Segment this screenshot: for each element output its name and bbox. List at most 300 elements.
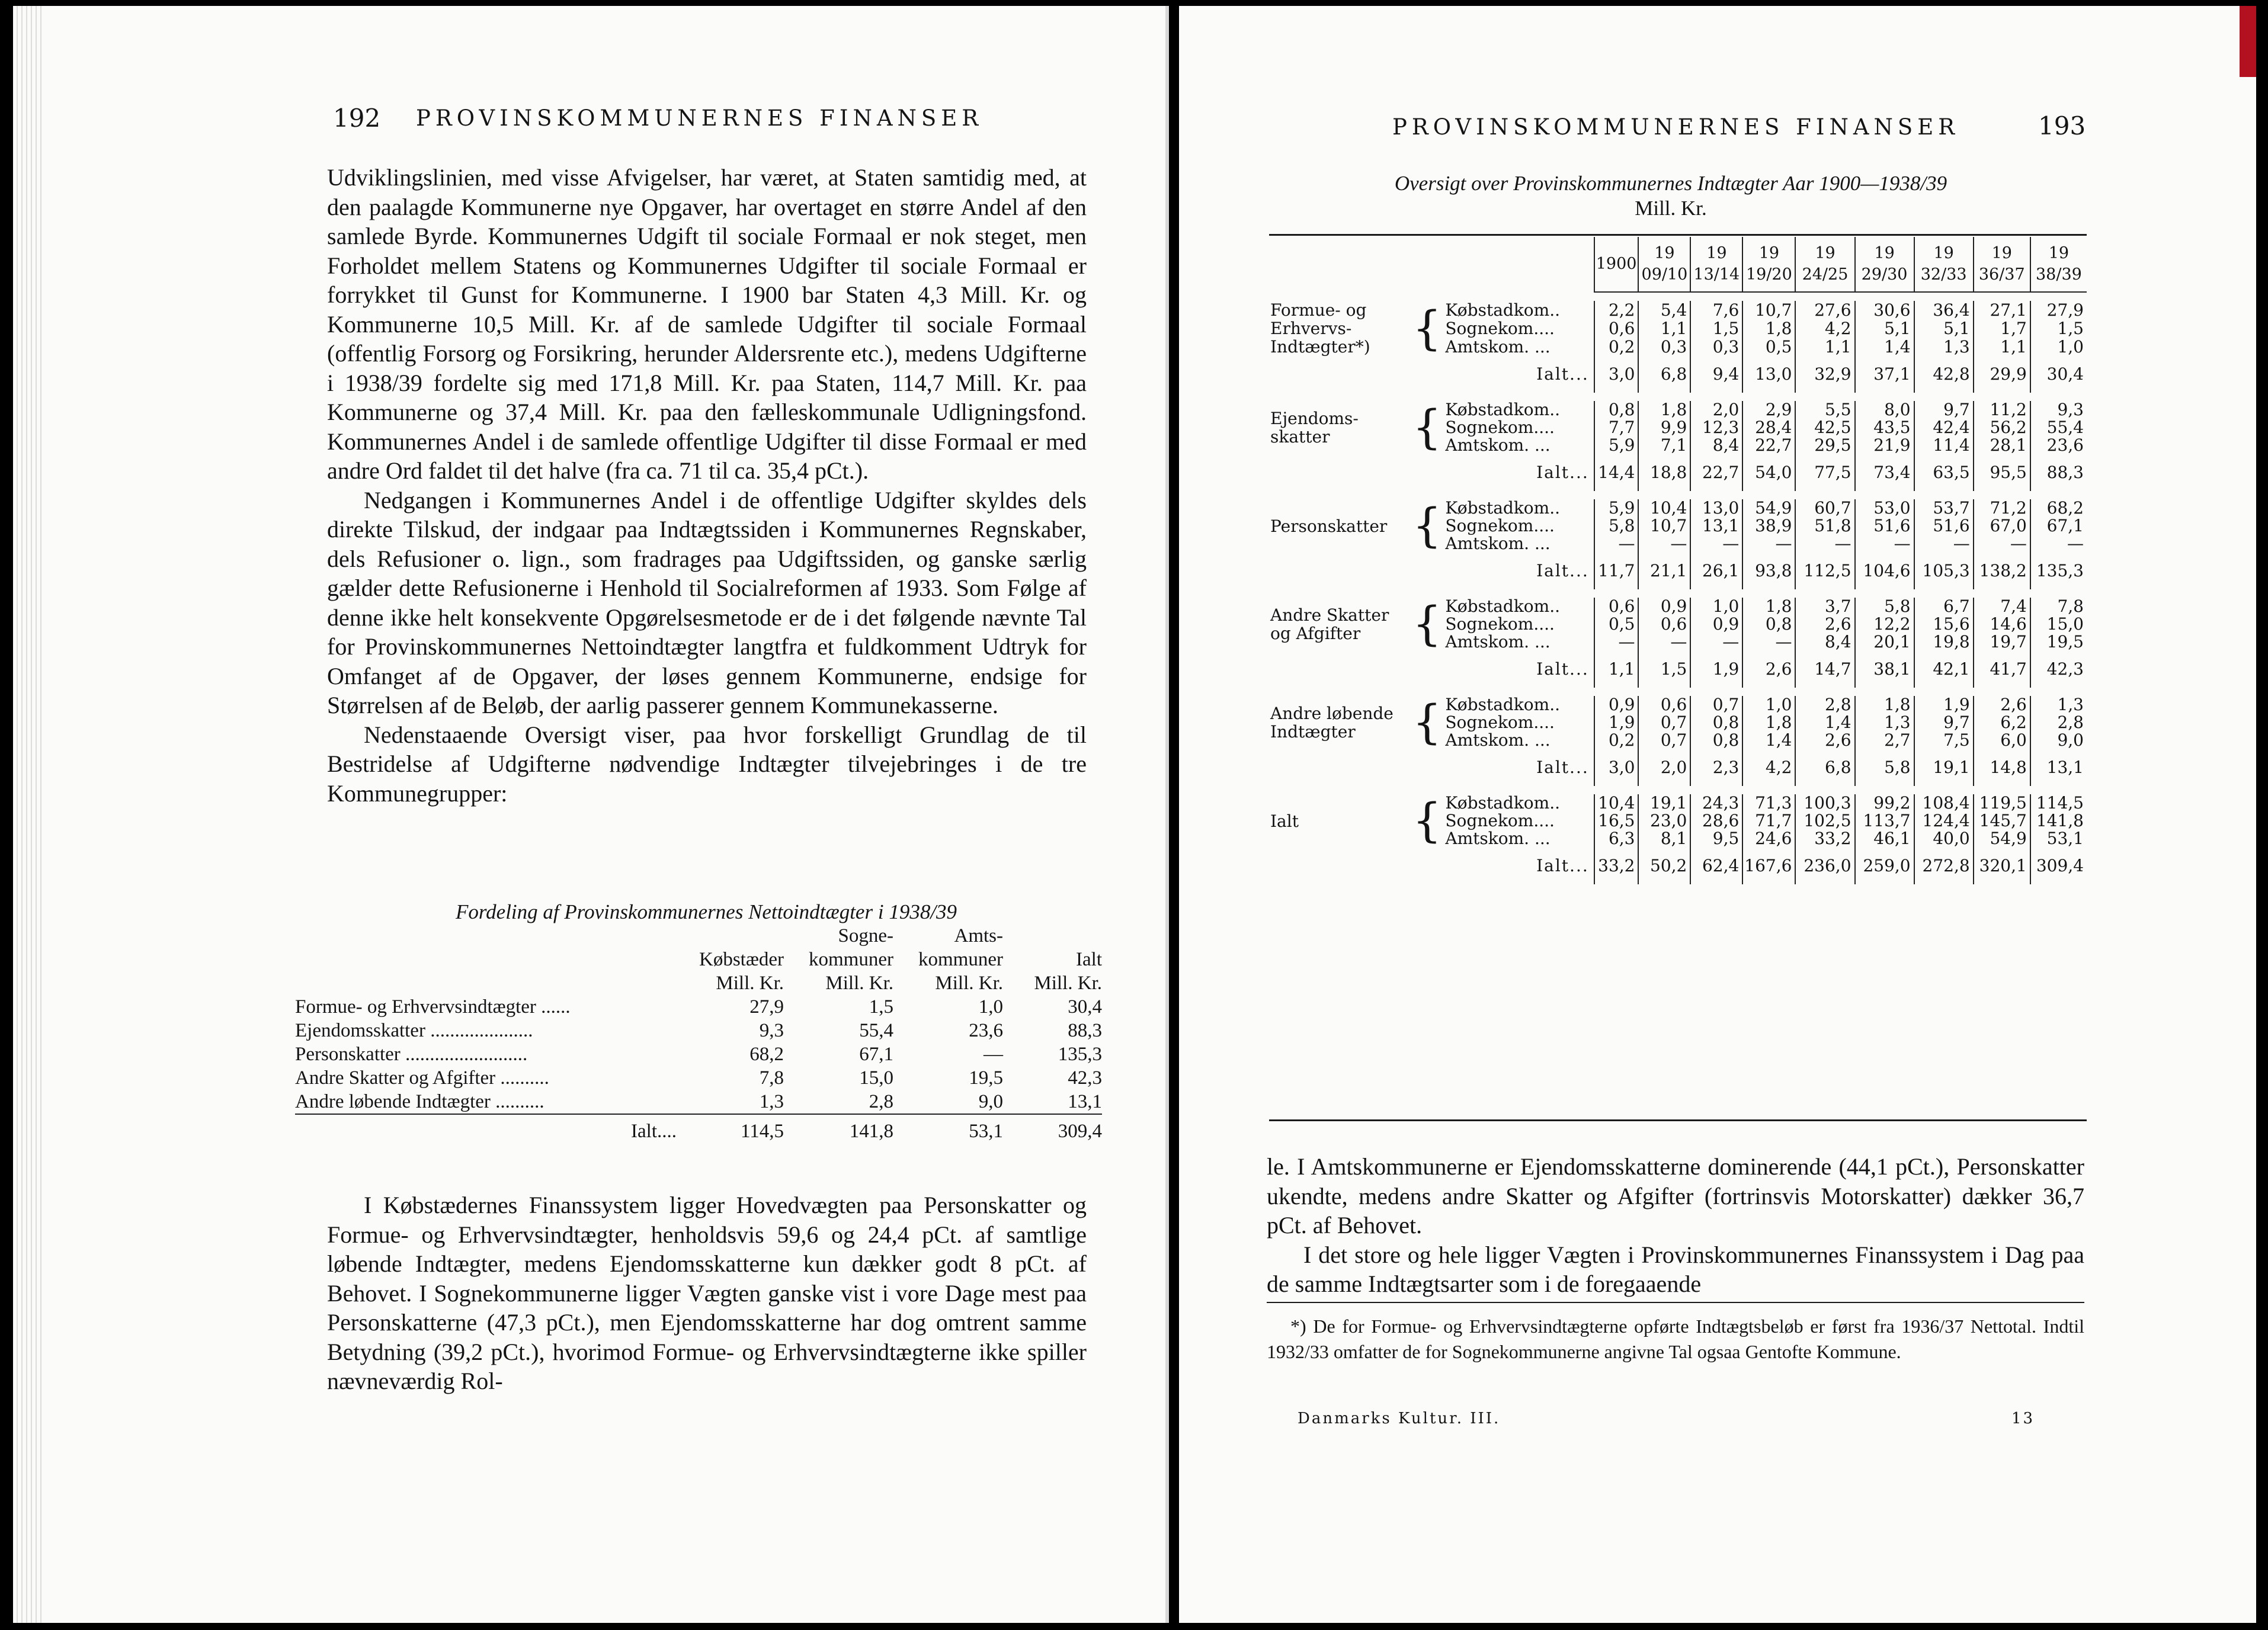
- year-bottom: 38/39: [2036, 265, 2082, 284]
- total-cell: 33,2: [1594, 848, 1639, 884]
- cell: 108,4: [1914, 794, 1974, 812]
- cell: —: [1638, 535, 1690, 553]
- cell: 10,7: [1742, 301, 1795, 319]
- group-total-row: [1269, 553, 2087, 589]
- cell: 1,8: [1638, 401, 1690, 419]
- cell: 0,6: [1638, 615, 1690, 633]
- header-cell: [295, 971, 680, 995]
- paragraph-2: Nedgangen i Kommunernes Andel i de offentlige Udgifter skyldes dels direkte Tilskud, der indgaar paa Indtægtssiden i Kommunernes Regnskaber, dels Refusioner o. lign., som fradrages paa Udgiftssiden, og ganske særlig gælder dette Refusionerne i Henhold til Socialreformen af 1933. Som Følge af denne ikke helt konsekvente Opgørelsesmetode er de i det følgende nævnte Tal for Provinskommunernes Nettoindtægter langtfra et fuldkomment Udtryk for Omfanget af de Opgaver, der løses gennem Kommunerne, endsige for Størrelsen af de Beløb, der aarlig passerer gennem Kommunekasserne.: [327, 486, 1087, 718]
- footer-left: Danmarks Kultur. III.: [1298, 1410, 1501, 1427]
- cell: 53,1: [969, 1121, 1003, 1142]
- cell: 10,4: [1638, 499, 1690, 517]
- cell: 1,0: [1742, 696, 1795, 714]
- table-row: [295, 1066, 1102, 1090]
- cell: 6,7: [1914, 598, 1974, 615]
- cell: 141,8: [849, 1121, 893, 1142]
- total-cell: 41,7: [1974, 651, 2030, 688]
- cell: —: [1690, 633, 1742, 651]
- cell: 1,9: [1914, 696, 1974, 714]
- row-label: Formue- og Erhvervsindtægter ......: [295, 996, 571, 1018]
- table-row: [295, 1042, 1102, 1066]
- cell: 9,5: [1690, 830, 1742, 848]
- row-label: Amtskom. ...: [1445, 534, 1551, 553]
- cell: 145,7: [1974, 812, 2030, 830]
- cell: 23,6: [969, 1020, 1003, 1041]
- total-label: Ialt....: [631, 1121, 677, 1142]
- edge-mark: [2240, 6, 2256, 77]
- year-top: 19: [1991, 244, 2012, 262]
- year-top: 19: [2048, 244, 2070, 262]
- header-cell: [1003, 924, 1102, 948]
- cell: 5,4: [1638, 301, 1690, 319]
- cell: 1,5: [2030, 319, 2087, 338]
- cell: 5,1: [1855, 319, 1914, 338]
- group-label: Andre løbende Indtægter: [1270, 704, 1394, 742]
- cell: 2,8: [869, 1091, 893, 1112]
- paragraph-3: Nedenstaaende Oversigt viser, paa hvor forskelligt Grundlag de til Bestridelse af Udgifterne nødvendige Indtægter tilvejebringes i de tre Kommunegrupper:: [327, 721, 1087, 807]
- cell: 1,1: [1795, 338, 1854, 356]
- total-label: Ialt...: [1536, 463, 1589, 482]
- cell: 2,9: [1742, 401, 1795, 419]
- total-cell: 3,0: [1594, 749, 1639, 786]
- total-cell: 88,3: [2030, 454, 2087, 491]
- cell: 42,5: [1795, 419, 1854, 437]
- cell: 113,7: [1855, 812, 1914, 830]
- cell: 21,9: [1855, 437, 1914, 454]
- cell: 13,0: [1690, 499, 1742, 517]
- cell: —: [1742, 535, 1795, 553]
- cell: 23,0: [1638, 812, 1690, 830]
- cell: 1,0: [2030, 338, 2087, 356]
- cell: 11,2: [1974, 401, 2030, 419]
- brace-icon: {: [1412, 499, 1442, 553]
- cell: 16,5: [1594, 812, 1639, 830]
- year-header: [1855, 237, 1914, 292]
- total-cell: 30,4: [2030, 356, 2087, 393]
- cell: 13,1: [1690, 517, 1742, 535]
- total-cell: 95,5: [1974, 454, 2030, 491]
- cell: 2,0: [1690, 401, 1742, 419]
- cell: —: [1974, 535, 2030, 553]
- table-top-rule: [1269, 234, 2087, 236]
- footnote: *) De for Formue- og Erhvervsindtægterne opførte Indtægtsbeløb er først fra 1936/37 Nettotal. Indtil 1932/33 omfatter de for Sognekommunerne angivne Tal ogsaa Gentofte Kommune.: [1267, 1315, 2084, 1362]
- row-label: Sognekom....: [1445, 614, 1555, 634]
- year-header: [1974, 237, 2030, 292]
- cell: 67,1: [2030, 517, 2087, 535]
- row-label: Sognekom....: [1445, 811, 1555, 830]
- income-overview-table-wrap: [1269, 237, 2087, 884]
- row-label: Amtskom. ...: [1445, 632, 1551, 652]
- cell: 24,6: [1742, 830, 1795, 848]
- running-head: PROVINSKOMMUNERNES FINANSER: [1392, 114, 1960, 140]
- table-header-row: [295, 948, 1102, 971]
- cell: 0,5: [1742, 338, 1795, 356]
- cell: 28,6: [1690, 812, 1742, 830]
- cell: 42,3: [1068, 1067, 1102, 1089]
- header-cell: [680, 924, 784, 948]
- income-overview-table: [1269, 237, 2087, 884]
- cell: 2,7: [1855, 731, 1914, 749]
- cell: —: [1594, 535, 1639, 553]
- cell: 33,2: [1795, 830, 1854, 848]
- left-page: [13, 6, 1169, 1623]
- cell: 11,4: [1914, 437, 1974, 454]
- total-cell: 22,7: [1690, 454, 1742, 491]
- cell: 29,5: [1795, 437, 1854, 454]
- year-header: [1690, 237, 1742, 292]
- cell: —: [984, 1044, 1003, 1065]
- year-bottom: 36/37: [1978, 265, 2025, 284]
- cell: 0,2: [1594, 731, 1639, 749]
- group-label: Andre Skatter og Afgifter: [1270, 605, 1389, 643]
- year-header: [1742, 237, 1795, 292]
- brace-icon: {: [1412, 401, 1442, 454]
- total-cell: 37,1: [1855, 356, 1914, 393]
- cell: 5,5: [1795, 401, 1854, 419]
- year-bottom: 09/10: [1641, 265, 1688, 284]
- total-label: Ialt...: [1536, 364, 1589, 384]
- cell: 2,6: [1795, 615, 1854, 633]
- year-top: 19: [1706, 244, 1727, 262]
- cell: 10,7: [1638, 517, 1690, 535]
- cell: 99,2: [1855, 794, 1914, 812]
- total-cell: 21,1: [1638, 553, 1690, 589]
- row-label: Amtskom. ...: [1445, 730, 1551, 750]
- cell: 27,6: [1795, 301, 1854, 319]
- cell: 9,0: [978, 1091, 1003, 1112]
- cell: 0,8: [1594, 401, 1639, 419]
- income-distribution-table: [295, 924, 1102, 1148]
- cell: 114,5: [2030, 794, 2087, 812]
- cell: 1,8: [1742, 319, 1795, 338]
- year-bottom: 13/14: [1693, 265, 1740, 284]
- cell: 30,4: [1068, 996, 1102, 1018]
- total-label: Ialt...: [1536, 758, 1589, 777]
- cell: 1,8: [1742, 714, 1795, 731]
- table-row: [295, 995, 1102, 1019]
- footnote-rule: [1267, 1302, 2084, 1303]
- total-cell: 112,5: [1795, 553, 1854, 589]
- cell: 42,4: [1914, 419, 1974, 437]
- cell: —: [1855, 535, 1914, 553]
- group-label: Formue- og Erhvervs- Indtægter*): [1270, 300, 1370, 357]
- table-caption: Fordeling af Provinskommunernes Nettoindtægter i 1938/39: [455, 900, 957, 923]
- cell: 0,7: [1690, 696, 1742, 714]
- cell: 1,4: [1742, 731, 1795, 749]
- year-bottom: 1900: [1596, 255, 1637, 273]
- cell: 19,5: [969, 1067, 1003, 1089]
- cell: 1,1: [1638, 319, 1690, 338]
- cell: 53,0: [1855, 499, 1914, 517]
- cell: 1,4: [1795, 714, 1854, 731]
- cell: 19,8: [1914, 633, 1974, 651]
- header-cell: Mill. Kr.: [1034, 973, 1102, 994]
- cell: 1,1: [1974, 338, 2030, 356]
- total-cell: 272,8: [1914, 848, 1974, 884]
- cell: 6,0: [1974, 731, 2030, 749]
- cell: 0,9: [1690, 615, 1742, 633]
- page-number: 193: [2038, 111, 2086, 140]
- cell: 0,8: [1742, 615, 1795, 633]
- cell: 135,3: [1058, 1044, 1102, 1065]
- cell: —: [1638, 633, 1690, 651]
- cell: —: [1690, 535, 1742, 553]
- cell: 15,0: [859, 1067, 893, 1089]
- row-label: Amtskom. ...: [1445, 435, 1551, 455]
- cell: 5,8: [1855, 598, 1914, 615]
- total-cell: 1,1: [1594, 651, 1639, 688]
- spacer-row: [1269, 292, 2087, 301]
- year-header: [1795, 237, 1854, 292]
- cell: 19,7: [1974, 633, 2030, 651]
- header-cell: Mill. Kr.: [716, 973, 784, 994]
- group-total-row: [1269, 356, 2087, 393]
- cell: 5,9: [1594, 437, 1639, 454]
- year-bottom: 19/20: [1745, 265, 1792, 284]
- table-unit: Mill. Kr.: [1635, 197, 1707, 220]
- cell: 8,1: [1638, 830, 1690, 848]
- cell: 28,4: [1742, 419, 1795, 437]
- cell: 309,4: [1058, 1121, 1102, 1142]
- cell: —: [1914, 535, 1974, 553]
- group-label: Ialt: [1270, 811, 1299, 831]
- paragraph-4: I Købstædernes Finanssystem ligger Hovedvægten paa Personskatter og Formue- og Erhvervsindtægter, henholdsvis 59,6 og 24,4 pCt. af samtlige løbende Indtægter, medens Ejendomsskatterne kun dækker godt 8 pCt. af Behovet. I Sognekommunerne ligger Vægten ganske vist i vore Dage mest paa Personskatterne (47,3 pCt.), men Ejendomsskatterne har dog omtrent samme Betydning (39,2 pCt.), hvorimod Formue- og Erhvervsindtægterne ikke spiller nævneværdig Rol-: [327, 1192, 1087, 1394]
- cell: 2,8: [1795, 696, 1854, 714]
- cell: 7,8: [2030, 598, 2087, 615]
- total-cell: 9,4: [1690, 356, 1742, 393]
- total-cell: 62,4: [1690, 848, 1742, 884]
- total-cell: 259,0: [1855, 848, 1914, 884]
- total-cell: 2,3: [1690, 749, 1742, 786]
- cell: 0,8: [1690, 731, 1742, 749]
- total-cell: 50,2: [1638, 848, 1690, 884]
- header-cell: [295, 924, 680, 948]
- year-top: 19: [1758, 244, 1780, 262]
- cell: 0,6: [1594, 319, 1639, 338]
- total-cell: 5,8: [1855, 749, 1914, 786]
- row-label: Købstadkom..: [1445, 400, 1560, 419]
- paragraph-1: le. I Amtskommunerne er Ejendomsskatterne dominerende (44,1 pCt.), Personskatter ukendte, medens andre Skatter og Afgifter (fortrinsvis Motorskatter) dækker 36,7 pCt. af Behovet.: [1267, 1153, 2084, 1238]
- cell: 0,2: [1594, 338, 1639, 356]
- cell: 5,9: [1594, 499, 1639, 517]
- total-cell: 13,0: [1742, 356, 1795, 393]
- table-row: [1269, 696, 2087, 714]
- footer-right: 13: [2011, 1410, 2035, 1427]
- total-cell: 6,8: [1638, 356, 1690, 393]
- row-label: Købstadkom..: [1445, 596, 1560, 616]
- header-blank: [1269, 237, 1594, 292]
- cell: 1,5: [1690, 319, 1742, 338]
- total-cell: 11,7: [1594, 553, 1639, 589]
- cell: 24,3: [1690, 794, 1742, 812]
- body-text-right: [1267, 1152, 2084, 1299]
- cell: 51,6: [1855, 517, 1914, 535]
- cell: 0,9: [1638, 598, 1690, 615]
- cell: 2,6: [1795, 731, 1854, 749]
- cell: 119,5: [1974, 794, 2030, 812]
- group-total-row: [1269, 749, 2087, 786]
- cell: 12,2: [1855, 615, 1914, 633]
- table-row: [1269, 598, 2087, 615]
- cell: 1,3: [1855, 714, 1914, 731]
- total-cell: 42,3: [2030, 651, 2087, 688]
- cell: 13,1: [1068, 1091, 1102, 1112]
- cell: 67,0: [1974, 517, 2030, 535]
- cell: 9,3: [759, 1020, 784, 1041]
- total-cell: 63,5: [1914, 454, 1974, 491]
- total-label: Ialt...: [1536, 561, 1589, 580]
- total-cell: 14,8: [1974, 749, 2030, 786]
- cell: 9,7: [1914, 401, 1974, 419]
- paragraph-1: Udviklingslinien, med visse Afvigelser, har været, at Staten samtidig med, at den paalagde Kommunerne nye Opgaver, har overtaget en større Andel af den samlede Byrde. Kommunernes Udgift til sociale Formaal er nok steget, men Forholdet mellem Statens og Kommunernes Udgifter til sociale Formaal er forrykket til Gunst for Kommunerne. I 1900 bar Staten 4,3 Mill. Kr. og Kommunerne 10,5 Mill. Kr. af de samlede Udgifter til sociale Formaal (offentlig Forsorg og Forsikring, herunder Aldersrente etc.), medens Udgifterne i 1938/39 fordelte sig med 171,8 Mill. Kr. paa Staten, 114,7 Mill. Kr. paa Kommunerne og 37,4 Mill. Kr. paa den fælleskommunale Udligningsfond. Kommunernes Andel i de samlede offentlige Udgifter til disse Formaal er med andre Ord faldet til det halve (fra ca. 71 til ca. 35,4 pCt.).: [327, 164, 1087, 484]
- header-cell: Mill. Kr.: [825, 973, 893, 994]
- header-cell: kommuner: [918, 949, 1003, 970]
- total-cell: 309,4: [2030, 848, 2087, 884]
- total-cell: 104,6: [1855, 553, 1914, 589]
- cell: 20,1: [1855, 633, 1914, 651]
- cell: 6,2: [1974, 714, 2030, 731]
- cell: 28,1: [1974, 437, 2030, 454]
- cell: 0,3: [1690, 338, 1742, 356]
- brace-icon: {: [1412, 696, 1442, 749]
- cell: 88,3: [1068, 1020, 1102, 1041]
- total-label: Ialt...: [1536, 659, 1589, 679]
- year-header-row: [1269, 237, 2087, 292]
- header-cell: Mill. Kr.: [935, 973, 1003, 994]
- cell: 1,3: [2030, 696, 2087, 714]
- cell: 9,9: [1638, 419, 1690, 437]
- cell: 10,4: [1594, 794, 1639, 812]
- brace-icon: {: [1412, 598, 1442, 651]
- total-cell: 19,1: [1914, 749, 1974, 786]
- cell: 0,6: [1594, 598, 1639, 615]
- total-cell: 6,8: [1795, 749, 1854, 786]
- group-total-row: [1269, 651, 2087, 688]
- cell: 2,8: [2030, 714, 2087, 731]
- cell: 1,7: [1974, 319, 2030, 338]
- cell: 14,6: [1974, 615, 2030, 633]
- cell: 1,3: [1914, 338, 1974, 356]
- cell: 124,4: [1914, 812, 1974, 830]
- header-cell: Sogne-: [838, 925, 893, 946]
- cell: 0,6: [1638, 696, 1690, 714]
- total-cell: 26,1: [1690, 553, 1742, 589]
- cell: 15,0: [2030, 615, 2087, 633]
- cell: 19,5: [2030, 633, 2087, 651]
- cell: 0,3: [1638, 338, 1690, 356]
- year-bottom: 29/30: [1861, 265, 1908, 284]
- page-number: 192: [333, 104, 381, 133]
- cell: 55,4: [2030, 419, 2087, 437]
- right-page: [1179, 6, 2256, 1623]
- group-total-row: [1269, 848, 2087, 884]
- cell: 27,1: [1974, 301, 2030, 319]
- cell: 2,6: [1974, 696, 2030, 714]
- cell: 1,8: [1855, 696, 1914, 714]
- cell: 56,2: [1974, 419, 2030, 437]
- cell: 9,7: [1914, 714, 1974, 731]
- row-label: Sognekom....: [1445, 418, 1555, 437]
- cell: 22,7: [1742, 437, 1795, 454]
- cell: 27,9: [749, 996, 784, 1018]
- total-cell: 3,0: [1594, 356, 1639, 393]
- total-cell: 42,8: [1914, 356, 1974, 393]
- total-cell: 320,1: [1974, 848, 2030, 884]
- cell: 51,8: [1795, 517, 1854, 535]
- table-total-row: [295, 1114, 1102, 1148]
- cell: 68,2: [749, 1044, 784, 1065]
- cell: 7,8: [759, 1067, 784, 1089]
- cell: 53,7: [1914, 499, 1974, 517]
- total-cell: 138,2: [1974, 553, 2030, 589]
- year-bottom: 24/25: [1802, 265, 1849, 284]
- header-cell: Amts-: [954, 925, 1003, 946]
- total-cell: 29,9: [1974, 356, 2030, 393]
- page-edge: [13, 6, 44, 1623]
- header-cell: Ialt: [1076, 949, 1102, 970]
- group-total-row: [1269, 454, 2087, 491]
- table-caption: Oversigt over Provinskommunernes Indtægter Aar 1900—1938/39: [1394, 172, 1947, 195]
- cell: 60,7: [1795, 499, 1854, 517]
- cell: 40,0: [1914, 830, 1974, 848]
- year-header: [1594, 237, 1639, 292]
- cell: 27,9: [2030, 301, 2087, 319]
- total-cell: 236,0: [1795, 848, 1854, 884]
- table-row: [295, 1090, 1102, 1114]
- header-cell: Købstæder: [699, 949, 784, 970]
- cell: 2,2: [1594, 301, 1639, 319]
- table-row: [1269, 301, 2087, 319]
- cell: 38,9: [1742, 517, 1795, 535]
- cell: 141,8: [2030, 812, 2087, 830]
- total-cell: 77,5: [1795, 454, 1854, 491]
- cell: 71,7: [1742, 812, 1795, 830]
- year-header: [1638, 237, 1690, 292]
- year-header: [1914, 237, 1974, 292]
- cell: 51,6: [1914, 517, 1974, 535]
- total-cell: 2,6: [1742, 651, 1795, 688]
- table-bottom-rule: [1269, 1119, 2087, 1121]
- total-cell: 14,7: [1795, 651, 1854, 688]
- cell: —: [1742, 633, 1795, 651]
- cell: 7,5: [1914, 731, 1974, 749]
- total-cell: 2,0: [1638, 749, 1690, 786]
- cell: 68,2: [2030, 499, 2087, 517]
- total-cell: 38,1: [1855, 651, 1914, 688]
- cell: 46,1: [1855, 830, 1914, 848]
- running-head: PROVINSKOMMUNERNES FINANSER: [416, 105, 984, 131]
- total-cell: 14,4: [1594, 454, 1639, 491]
- cell: 67,1: [859, 1044, 893, 1065]
- total-cell: 105,3: [1914, 553, 1974, 589]
- paragraph-2: I det store og hele ligger Vægten i Provinskommunernes Finanssystem i Dag paa de samme Indtægtsarter som i de foregaaende: [1267, 1241, 2084, 1297]
- table-header-row: [295, 924, 1102, 948]
- cell: 8,0: [1855, 401, 1914, 419]
- total-cell: 93,8: [1742, 553, 1795, 589]
- cell: 0,5: [1594, 615, 1639, 633]
- total-cell: 42,1: [1914, 651, 1974, 688]
- cell: 1,9: [1594, 714, 1639, 731]
- cell: 19,1: [1638, 794, 1690, 812]
- cell: 54,9: [1974, 830, 2030, 848]
- row-label: Købstadkom..: [1445, 695, 1560, 714]
- total-cell: 73,4: [1855, 454, 1914, 491]
- cell: 9,3: [2030, 401, 2087, 419]
- total-cell: 54,0: [1742, 454, 1795, 491]
- cell: 1,8: [1742, 598, 1795, 615]
- cell: 1,3: [759, 1091, 784, 1112]
- cell: 54,9: [1742, 499, 1795, 517]
